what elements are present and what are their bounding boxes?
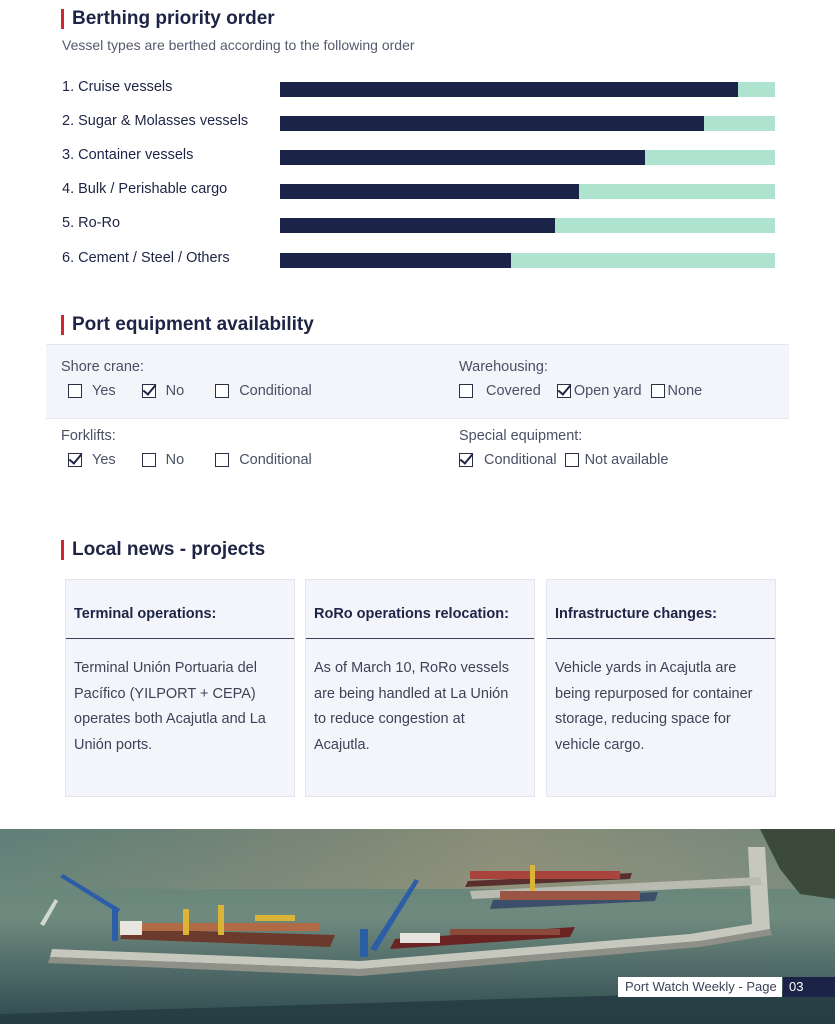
option-label: Not available [584,452,669,468]
news-card-body: As of March 10, RoRo vessels are being handled at La Unión to reduce congestion at Acajutla. [314,660,510,753]
priority-bar-track [280,82,775,97]
berthing-title: Berthing priority order [61,9,275,29]
priority-bar-fill [280,82,738,97]
forklifts-conditional-option[interactable] [215,452,312,468]
option-label: Open yard [573,383,642,399]
option-label: No [165,383,185,399]
checkbox-icon[interactable] [142,384,156,398]
checkbox-icon[interactable] [142,453,156,467]
shore-crane-no-option[interactable] [142,383,185,399]
page-number: 03 [783,977,835,997]
priority-bar-track [280,116,775,131]
priority-bar-track [280,184,775,199]
priority-bar-fill [280,116,704,131]
warehousing-none-option[interactable] [651,383,703,399]
checkbox-icon[interactable] [68,384,82,398]
news-card-infrastructure [546,579,776,797]
forklifts-no-option[interactable] [142,452,185,468]
equipment-title: Port equipment availability [61,315,314,335]
priority-bar-track [280,150,775,165]
special-equipment-label: Special equipment: [459,428,583,444]
priority-label: 6. Cement / Steel / Others [62,250,230,266]
priority-label: 1. Cruise vessels [62,79,173,95]
option-label: None [667,383,703,399]
checkbox-icon[interactable] [459,384,473,398]
warehousing-label: Warehousing: [459,359,548,375]
special-not-available-option[interactable] [565,452,669,468]
berthing-subtitle: Vessel types are berthed according to the following order [62,37,415,53]
priority-row-sugar [62,114,775,132]
option-label: Conditional [484,452,557,468]
option-label: Covered [486,383,541,399]
warehousing-covered-option[interactable] [459,383,541,399]
forklifts-group [61,428,312,468]
checkbox-icon[interactable] [68,453,82,467]
news-card-roro [305,579,535,797]
news-card-heading: Infrastructure changes: [547,580,775,639]
news-card-heading: RoRo operations relocation: [306,580,534,639]
checkbox-icon[interactable] [565,453,579,467]
warehousing-open-yard-option[interactable] [557,383,642,399]
forklifts-yes-option[interactable] [68,452,116,468]
checkbox-icon[interactable] [459,453,473,467]
checkbox-icon[interactable] [557,384,571,398]
priority-label: 5. Ro-Ro [62,215,121,231]
shore-crane-group [61,359,312,399]
option-label: Yes [92,452,116,468]
option-label: Conditional [239,383,312,399]
priority-bar-track [280,218,775,233]
priority-bar-fill [280,253,511,268]
special-conditional-option[interactable] [459,452,557,468]
warehousing-group [459,359,702,399]
option-label: No [165,452,185,468]
priority-row-bulk [62,182,775,200]
news-title: Local news - projects [61,540,265,560]
shore-crane-yes-option[interactable] [68,383,116,399]
news-card-heading: Terminal operations: [66,580,294,639]
checkbox-icon[interactable] [215,384,229,398]
news-card-body: Vehicle yards in Acajutla are being repurposed for container storage, reducing space for vehicle cargo. [555,660,753,753]
news-card-body: Terminal Unión Portuaria del Pacífico (YILPORT + CEPA) operates both Acajutla and La Unión ports. [74,660,266,753]
priority-label: 3. Container vessels [62,147,194,163]
priority-row-roro [62,216,775,234]
priority-bar-fill [280,150,645,165]
priority-bar-fill [280,184,579,199]
footer-label: Port Watch Weekly - Page [618,977,782,997]
news-card-terminal [65,579,295,797]
priority-row-cruise [62,80,775,98]
priority-bar-track [280,253,775,268]
option-label: Conditional [239,452,312,468]
shore-crane-conditional-option[interactable] [215,383,312,399]
shore-crane-label: Shore crane: [61,359,145,375]
priority-row-container [62,148,775,166]
priority-row-cement [62,251,775,269]
checkbox-icon[interactable] [215,453,229,467]
priority-bar-fill [280,218,555,233]
forklifts-label: Forklifts: [61,428,116,444]
special-equipment-group [459,428,668,468]
priority-label: 2. Sugar & Molasses vessels [62,113,249,129]
priority-label: 4. Bulk / Perishable cargo [62,181,228,197]
checkbox-icon[interactable] [651,384,665,398]
option-label: Yes [92,383,116,399]
